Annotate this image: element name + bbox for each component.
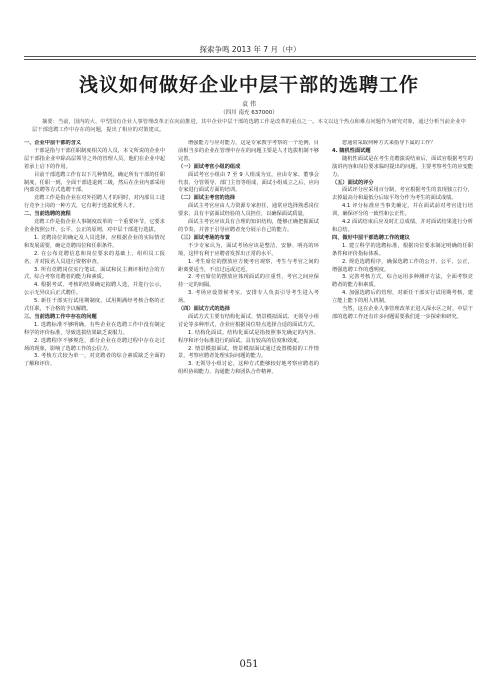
section-heading: （二）面试主考官的选择: [178, 195, 236, 202]
body-paragraph: 1. 结构化面试。结构化面试是指按照事先确定的内容、程序和评分标准进行的面试，具有较高的信度和效度。: [178, 329, 319, 344]
body-column-3: [332, 140, 473, 630]
article-abstract: 摘要：当前，国内的大、中型国有企业人事管理改革正在向前推进，其中企业中层干部的选聘工作是改革的重点之一。本文以这个热点和难点问题作为研究对象，通过分析当前企业中层干部选聘工作中存在的问题，提出了相应的对策建议。: [32, 119, 466, 133]
body-paragraph: 当然，这在企业人事管理改革正进入深水区之时，中层干部的选聘工作还有许多问题需要我们进一步探索和研究。: [332, 306, 473, 320]
body-paragraph: 4. 根据考试、考核的结果确定拟聘人选，并进行公示，公示无异议后正式聘任。: [24, 282, 165, 297]
running-header: [24, 40, 476, 62]
section-heading: （三）面试考场的布置: [178, 234, 230, 241]
body-paragraph: 增强能力与应对能力，这是专家教学考察的一个范例，目前相当多的企业在管理中存在的问题主要是人才选拔机制不够完善。: [178, 140, 319, 162]
body-paragraph: 2. 规范选聘程序，确保选聘工作的公开、公平、公正，增强选聘工作的透明度。: [332, 258, 473, 273]
body-paragraph: 4.1 评分标准应当事先确定，并在面试前对考官进行培训，确保评分的一致性和公正性。: [332, 203, 473, 218]
body-paragraph: 3. 考核方式较为单一，对竞聘者的综合素质缺乏全面的了解和评价。: [24, 353, 165, 368]
body-paragraph: 面试方式主要有结构化面试、情景模拟面试、无领导小组讨论等多种形式，企业应根据岗位特点选择合适的面试方式。: [178, 313, 319, 328]
section-heading: 二、当前选聘的流程: [24, 211, 71, 218]
body-paragraph: 2. 情景模拟面试。情景模拟面试通过设置模拟的工作情景，考察应聘者处理实际问题的能力。: [178, 345, 319, 360]
body-paragraph: 您通常采取何种方式来指导下属的工作？: [342, 140, 436, 146]
article-author: 袁 伟: [242, 101, 256, 108]
body-paragraph: 面试评分应采用百分制，考官根据考生的表现独立打分，去掉最高分和最低分后取平均分作为考生的面试成绩。: [332, 187, 473, 202]
body-paragraph: 5. 新任干部实行试用期制度，试用期满经考核合格的正式任职，不合格的予以解聘。: [24, 298, 165, 313]
body-paragraph: 2. 考官席位的摆放应体现面试的庄重性，考官之间应保持一定的间隔。: [178, 274, 319, 289]
body-paragraph: 1. 考生席位的摆放应方便考官观察，考生与考官之间的距离要适当，不宜过远或过近。: [178, 258, 319, 273]
body-paragraph: 竞聘工作是指企业在对外招聘人才的同时，对内部员工进行竞争上岗的一种方式，它有利于选拔优秀人才。: [24, 195, 165, 210]
body-paragraph: 面试主考官应由人力资源专家担任，通常应选择熟悉岗位要求、具有丰富面试经验的人员担任，以确保面试质量。: [178, 203, 319, 218]
body-paragraph: 面试主考官应该具有合理的知识结构，能够正确把握面试的节奏，并善于引导应聘者充分展示自己的能力。: [178, 219, 319, 233]
body-paragraph: 1. 建立科学的选聘标准，根据岗位要求制定明确的任职条件和评价指标体系。: [332, 242, 473, 257]
journal-issue: 探索争鸣 2013 年 7 月（中）: [199, 45, 301, 54]
section-heading: （一）面试考官小组的组成: [178, 163, 241, 170]
body-paragraph: 干部是指与干部任职制度相关的人员，本文所说的企业中层干部指企业中除高层领导之外的管理人员，他们在企业中起着承上启下的作用。: [24, 147, 165, 170]
body-paragraph: 4. 加强选聘后的管理，对新任干部实行试用期考核，建立能上能下的用人机制。: [332, 290, 473, 305]
header-rule: [24, 59, 476, 60]
body-paragraph: 随机性面试是在考生竞聘演说结束后，面试官根据考生的演讲内容和岗位要求临时提出的问题，主要考察考生的应变能力。: [332, 155, 473, 178]
body-paragraph: 4.2 面试结束后应及时汇总成绩，并对面试结果进行分析和总结。: [332, 219, 473, 233]
body-paragraph: 目前干部选聘工作有以下几种情况，确定所有干部的任职制度，任职一到，全面干部进退到二级，然后在企业内部采用内部竞聘等方式选聘干部。: [24, 171, 165, 194]
body-paragraph: 面试考官小组由 7 至 9 人组成为宜，应由专家、董事会代表、分管领导、部门主管等组成，面试小组成立之后，应向专家进行面试方面的培训。: [178, 171, 319, 194]
page-number: 051: [239, 659, 259, 670]
body-paragraph: 3. 完善考核方式，综合运用多种测评方法，全面考察竞聘者的能力和素质。: [332, 274, 473, 289]
body-paragraph: 1. 选聘标准不够明确，有些企业在选聘工作中没有制定科学的评价标准，导致选拔结果缺乏说服力。: [24, 321, 165, 336]
section-heading: （四）面试方式的选择: [178, 306, 230, 313]
body-paragraph: 竞聘工作是指企业人事制度改革的一个重要环节，它要求企业按照公开、公平、公正的原则，对中层干部进行选拔。: [24, 219, 165, 233]
body-column-2: [178, 140, 319, 630]
body-paragraph: 3. 考场应设置候考室，安排专人负责引导考生进入考场。: [178, 290, 319, 305]
article-title: 浅议如何做好企业中层干部的选聘工作: [78, 74, 419, 96]
body-paragraph: 2. 在公布竞聘信息和岗位要求的基础上，组织员工报名，并对报名人员进行资格审查。: [24, 250, 165, 265]
body-column-1: [24, 140, 165, 630]
body-paragraph: 3. 无领导小组讨论。这种方式能够较好地考察应聘者的组织协调能力、沟通能力和团队合作精神。: [178, 361, 319, 376]
body-paragraph: 2. 选聘程序不够规范，部分企业在竞聘过程中存在走过场的现象，影响了选聘工作的公信力。: [24, 337, 165, 352]
section-heading: 四、做好中层干部选聘工作的建议: [332, 234, 410, 241]
section-heading: 4. 随机性面试题: [332, 147, 371, 154]
body-paragraph: 3. 所有竞聘岗位实行笔试、面试和民主测评相结合的方式，综合考察竞聘者的能力和素质。: [24, 266, 165, 281]
body-paragraph: 1. 竞聘岗位的确定及人员选择，应根据企业的实际情况和发展需要，确定竞聘岗位和任职条件。: [24, 234, 165, 249]
section-heading: （五）面试的评分: [332, 179, 374, 186]
section-heading: 一、企业中层干部的含义: [24, 140, 82, 146]
section-heading: 三、当前选聘工作中存在的问题: [24, 313, 97, 320]
author-affiliation: （四川 南充 637000）: [220, 110, 278, 116]
body-paragraph: 不少专家认为，面试考场应该是整洁、安静、明亮的环境，这样有利于应聘者发挥出正常的水平。: [178, 242, 319, 257]
header-rule: [24, 56, 476, 57]
